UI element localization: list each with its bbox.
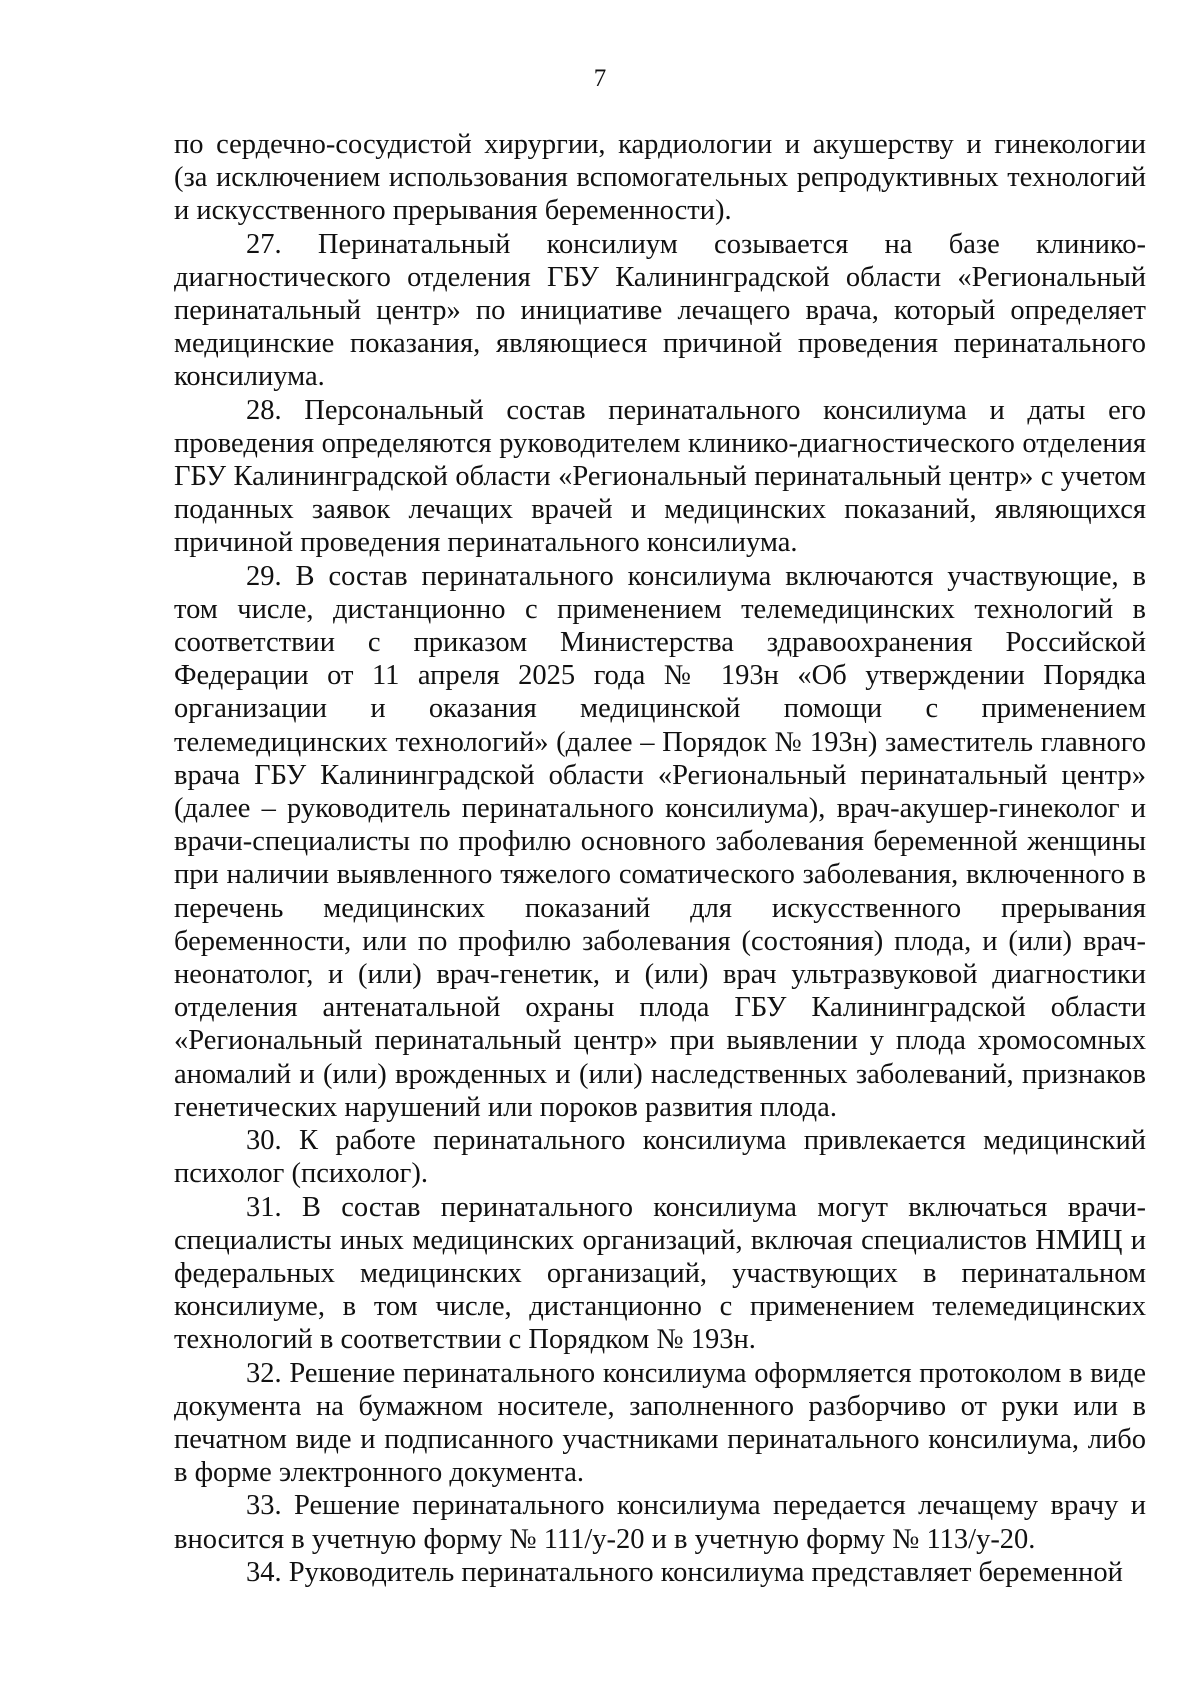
paragraph-34: 34. Руководитель перинатального консилиума представляет беременной [246, 1556, 1123, 1588]
paragraph-31: 31. В состав перинатального консилиума могут включаться врачи-специалисты иных медицинских организаций, включая специалистов НМИЦ и федеральных медицинских организаций, участвующих в перинатальном консилиуме, в том числе, дистанционно с применением телемедицинских технологий в соответствии с Порядком № 193н. [174, 1191, 1146, 1356]
page-number: 7 [593, 65, 607, 92]
paragraph-continuation: по сердечно-сосудистой хирургии, кардиологии и акушерству и гинекологии (за исключением использования вспомогательных репродуктивных технологий и искусственного прерывания беременности). [174, 129, 1146, 227]
paragraph-32: 32. Решение перинатального консилиума оформляется протоколом в виде документа на бумажном носителе, заполненного разборчиво от руки или в печатном виде и подписанного участниками перинатального консилиума, либо в форме электронного документа. [174, 1357, 1146, 1489]
document-body [174, 128, 1146, 1589]
paragraph-29: 29. В состав перинатального консилиума включаются участвующие, в том числе, дистанционно с применением телемедицинских технологий в соответствии с приказом Министерства здравоохранения Российской Федерации от 11 апреля 2025 года № 193н «Об утверждении Порядка организации и оказания медицинской помощи с применением телемедицинских технологий» (далее – Порядок № 193н) заместитель главного врача ГБУ Калининградской области «Региональный перинатальный центр» (далее – руководитель перинатального консилиума), врач-акушер-гинеколог и врачи-специалисты по профилю основного заболевания беременной женщины при наличии выявленного тяжелого соматического заболевания, включенного в перечень медицинских показаний для искусственного прерывания беременности, или по профилю заболевания (состояния) плода, и (или) врач-неонатолог, и (или) врач-генетик, и (или) врач ультразвуковой диагностики отделения антенатальной охраны плода ГБУ Калининградской области «Региональный перинатальный центр» при выявлении у плода хромосомных аномалий и (или) врожденных и (или) наследственных заболеваний, признаков генетических нарушений или пороков развития плода. [174, 560, 1146, 1123]
paragraph-28: 28. Персональный состав перинатального консилиума и даты его проведения определяются руководителем клинико-диагностического отделения ГБУ Калининградской области «Региональный перинатальный центр» с учетом поданных заявок лечащих врачей и медицинских показаний, являющихся причиной проведения перинатального консилиума. [174, 394, 1146, 559]
paragraph-30: 30. К работе перинатального консилиума привлекается медицинский психолог (психолог). [174, 1125, 1146, 1190]
paragraph-27: 27. Перинатальный консилиум созывается на базе клинико-диагностического отделения ГБУ Калининградской области «Региональный перинатальный центр» по инициативе лечащего врача, который определяет медицинские показания, являющиеся причиной проведения перинатального консилиума. [174, 228, 1146, 393]
paragraph-33: 33. Решение перинатального консилиума передается лечащему врачу и вносится в учетную форму № 111/у-20 и в учетную форму № 113/у-20. [174, 1490, 1146, 1555]
